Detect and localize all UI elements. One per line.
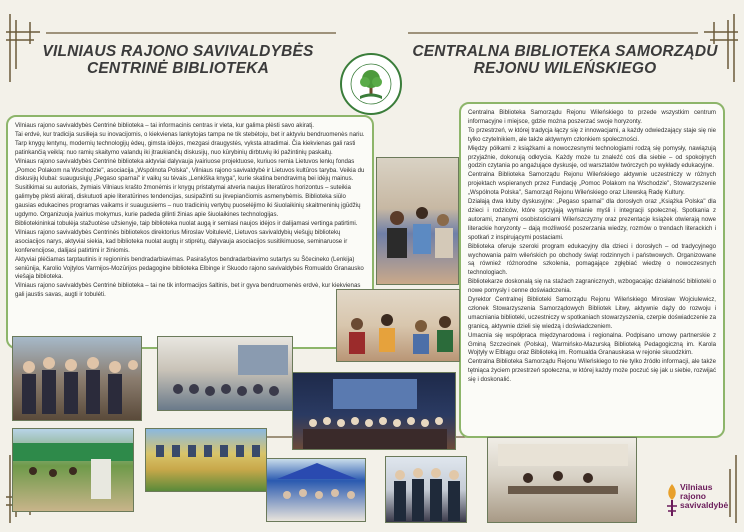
brand-wordmark (680, 483, 728, 510)
photo-lecture-hall (157, 336, 293, 411)
lt-paragraph: Vilniaus rajono savivaldybės Centrinė biblioteka – tai informacinis centras ir vieta, kur galima plėsti savo akiratį. (15, 122, 314, 129)
vilnius-district-crest-icon (664, 482, 680, 518)
photo-outdoor-festival (12, 428, 134, 512)
lt-paragraph: Tarp knygų lentynų, modernių technologijų ėdeų, gimsta idėjos, mezgasi draugystės, vyksta atradimai. Čia kiekvienas gali rasti patinkančią veiklą: nuo ramių skaitymo valandų iki įtraukiančių diskusijų, nuo kūrybinių dirbtuvių iki pažintinių paskaitų. (15, 139, 356, 156)
pl-paragraph: Umacnia się współpraca międzynarodowa i regionalna. Podpisano umowy partnerskie z Gminą Szczecinek (Polska), Warmińsko-Mazurską Biblioteką Pedagogiczną im. Karola Wojtyły w Elblągu oraz Biblioteką im. Romualda Granauskasa w rejonie skuodzkim. (468, 331, 716, 357)
title-polish (406, 43, 724, 77)
lt-paragraph: Vilniaus rajono savivaldybės Centrinė biblioteka aktyviai dalyvauja įvairiuose projektuose, kuriuos remia Lietuvos lenkų fondas „Pomoc Polakom na Wschodzie", asociacija „Wspólnota Polska", Vilniaus rajono savivaldybė ir Lietuvos kultūros taryba. Veikia du diskusijų klubai: suaugusiųjų „Pegaso sparnai" ir vaikų su tėvais „Lenkiška knyga", kurie skatina bendravimą bei idėjų mainus. Susitikimai su autoriais, žymiais Vilniaus krašto žmonėmis ir knygų pristatymai atveria naujus literatūros horizontus – suteikia galimybę plėsti akiratį, diskutuoti apie literatūrines tendencijas, susipažinti su įkvepiančiomis asmenybėmis. Biblioteka siūlo gausias edukacines programas vaikams ir suaugusiems – nuo tradicinių vertybų puoselėjimo iki šiuolaikinių skaitmeninių įgūdžių ugdymo. Organizuoja įvairius mokymus, kurie padeda gilinti žinias apie šiuolaikines technologijas. (15, 157, 365, 219)
brand-line3: savivaldybė (680, 500, 729, 510)
title-lt-line2: CENTRINĖ BIBLIOTEKA (86, 60, 270, 77)
pl-paragraph: Centralna Biblioteka Samorządu Rejonu Wileńskiego to przede wszystkim centrum informacyjne i miejsce, gdzie można poszerzać swoje horyzonty. (468, 109, 716, 125)
title-pl-line1: CENTRALNA BIBLIOTEKA SAMORZĄDU (412, 43, 718, 60)
divider-line-left (46, 30, 336, 36)
photo-reading-session (336, 289, 460, 362)
divider-line-right (408, 30, 698, 36)
photo-library-building (145, 428, 267, 492)
pl-paragraph: Dyrektor Centralnej Biblioteki Samorządu Rejonu Wileńskiego Mirosław Wojciulewicz, członek Stowarzyszenia Samorządowych Bibliotek Litwy, aktywnie dąży do rozwoju i umacniania biblioteki, uczestniczy w spotkaniach stowarzyszenia, czerpie doświadczenie za granicą, aktywnie dzieli się wiedzą i doświadczeniem. (468, 296, 716, 330)
lt-paragraph: Bibliotekininkai tobulėja stažuotėse užsienyje, taip biblioteka nuolat augą ir semiasi naujos idėjos ir dalijamasi vertinga patirtimi. (15, 219, 358, 227)
photo-tent-event (266, 458, 366, 522)
title-pl-line2: REJONU WILEŃSKIEGO (473, 60, 657, 77)
library-tree-logo (340, 53, 402, 115)
lt-paragraph: Tai erdvė, kur tradicija susilieja su inovacijomis, o kiekvienas lankytojas tampa ne tik stebėtoju, bet ir aktyviu bendruomenės nariu. (15, 130, 365, 138)
photo-children-workshop (376, 157, 459, 285)
pl-paragraph: Między półkami z książkami a nowoczesnymi technologiami rodzą się pomysły, nawiązują przyjaźnie, dokonują odkrycia. Każdy może tu znaleźć coś dla siebie – od spokojnych godzin czytania po angażujące dyskusje, od warsztatów twórczych po wykłady edukacyjne. (468, 144, 716, 170)
title-lithuanian (22, 43, 334, 77)
lt-paragraph: Vilniaus rajono savivaldybės Centrinės bibliotekos direktorius Miroslav Voitulevič, Lietuvos savivaldybių viešųjų bibliotekų asociacijos narys, aktyviai siekia, kad biblioteka nuolat augtų ir stiprėtų, dalyvauja asociacijos susitikimuose, seminaruose ir konferencijose, dalijasi patirtimi ir žiniomis. (15, 228, 348, 254)
title-lt-line1: VILNIAUS RAJONO SAVIVALDYBĖS (42, 43, 314, 60)
pl-paragraph: Biblioteka oferuje szeroki program edukacyjny dla dzieci i dorosłych – od tradycyjnego wychowania palm wileńskich po obchody świąt rodzinnych i państwowych. Organizowane są również różnorodne szkolenia, pomagające zgłębiać wiedzę o nowoczesnych technologiach. (468, 242, 716, 277)
photo-group-portrait (12, 336, 142, 421)
lithuanian-text-panel (6, 115, 374, 349)
pl-paragraph: Bibliotekarze doskonalą się na stażach zagranicznych, wzbogacając działalność biblioteki o nowe pomysły i cenne doświadczenia. (468, 278, 716, 295)
brand-line2: rajono (680, 491, 706, 501)
brand-line1: Vilniaus (680, 482, 713, 492)
photo-stage-event (292, 372, 456, 450)
pl-paragraph: Centralna Biblioteka Samorządu Rejonu Wileńskiego to nie tylko źródło informacji, ale także tętniąca życiem przestrzeń społeczna, w której każdy może poczuć się jak u siebie, rozwijać się i doskonalić. (468, 358, 716, 384)
lt-paragraph: Aktyviai plėčiamas tarptautinis ir regioninis bendradarbiavimas. Pasirašytos bendradarbiavimo sutartys su Ščecineko (Lenkija) seniūnija, Karolio Vojtylos Varmijos-Mozūrijos pedagogine biblioteka Elbinge ir Skuodo rajono savivaldybės Romualdo Granausko viešąja biblioteka. (15, 255, 364, 281)
pl-paragraph: To przestrzeń, w której tradycja łączy się z innowacjami, a każdy odwiedzający staje się nie tylko czytelnikiem, ale także aktywnym członkiem społeczności. (468, 126, 716, 143)
pl-paragraph: Działają dwa kluby dyskusyjne: „Pegaso sparnai" dla dorosłych oraz „Książka Polska" dla dzieci i rodziców, które sprzyjają wymianie myśli i integracji społecznej. Spotkania z autorami, znanymi osobistościami Wileńszczyzny oraz prezentacje książek otwierają nowe literackie horyzonty – dają możliwość poszerzania wiedzy, rozmów o trendach literackich i spotkań z inspirującymi postaciami. (468, 198, 716, 241)
photo-reading-room (487, 437, 637, 523)
lt-paragraph: Vilniaus rajono savivaldybės Centrinė biblioteka – tai ne tik informacijos šaltinis, bet ir gyva bendruomenės erdvė, kur kiekvienas gali jaustis savas, augti ir tobulėti. (15, 282, 361, 299)
polish-text-panel (459, 102, 725, 438)
pl-paragraph: Centralna Biblioteka Samorządu Rejonu Wileńskiego aktywnie uczestniczy w różnych projektach wspieranych przez Fundację „Pomoc Polakom na Wschodzie", Stowarzyszenie „Wspólnota Polska", Samorząd Rejonu Wileńskiego oraz Litewską Radę Kultury. (468, 171, 716, 197)
photo-signing-ceremony (385, 456, 467, 523)
